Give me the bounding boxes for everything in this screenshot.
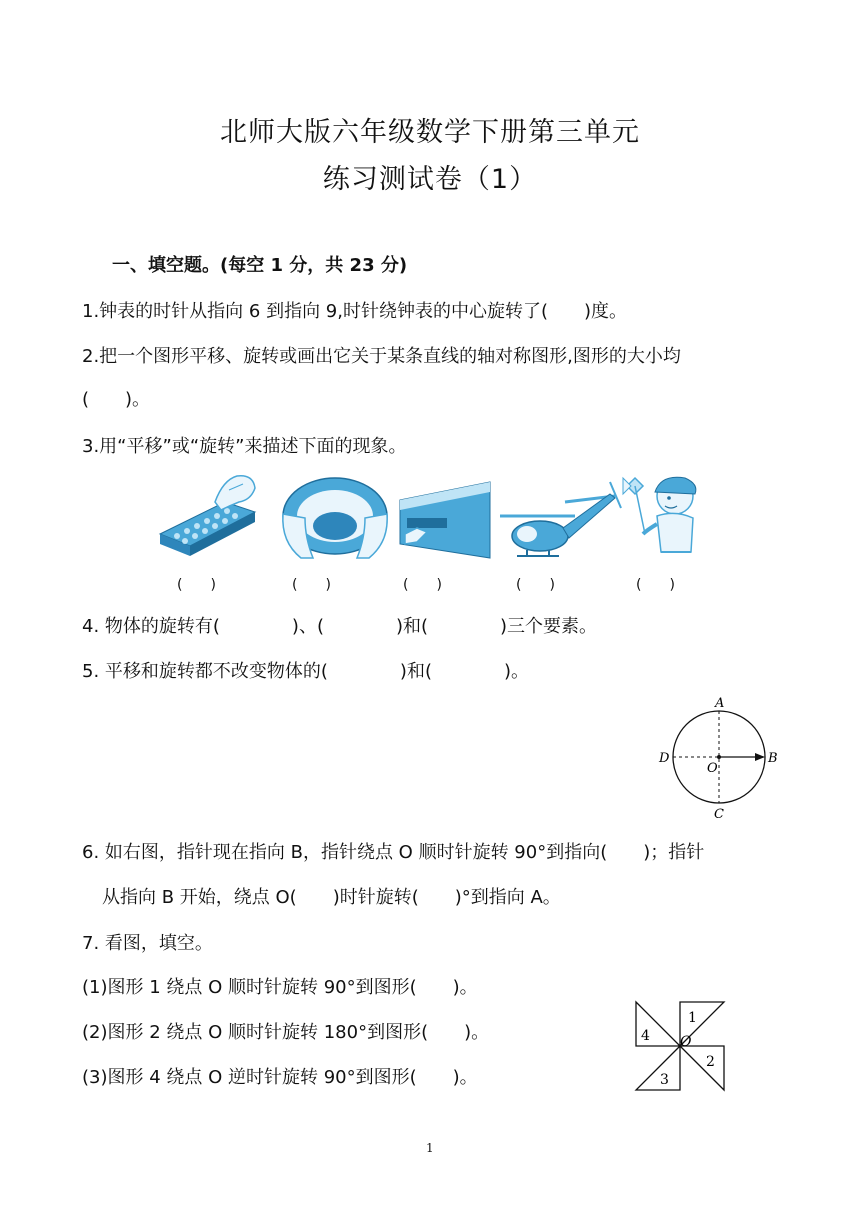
- q3-blank-drawer[interactable]: ( ): [403, 577, 442, 593]
- q3-blank-steering[interactable]: ( ): [292, 577, 331, 593]
- section-heading: 一、填空题。(每空 1 分，共 23 分): [112, 255, 408, 276]
- drawer-illustration: [400, 482, 490, 558]
- page-number: 1: [426, 1141, 434, 1155]
- helicopter-illustration: [500, 482, 621, 556]
- question-2-line1: 2.把一个图形平移、旋转或画出它关于某条直线的轴对称图形,图形的大小均: [82, 346, 681, 367]
- label-O: O: [707, 761, 718, 776]
- steering-wheel-illustration: [283, 478, 387, 558]
- label-A: A: [715, 696, 725, 711]
- question-2-line2: ( )。: [82, 389, 151, 410]
- question-3: 3.用“平移”或“旋转”来描述下面的现象。: [82, 436, 407, 457]
- pinwheel-label-3: 3: [660, 1072, 669, 1088]
- abacus-illustration: [160, 476, 255, 556]
- label-C: C: [714, 807, 724, 822]
- question-7-2: (2)图形 2 绕点 O 顺时针旋转 180°到图形( )。: [82, 1022, 490, 1043]
- q3-blank-abacus[interactable]: ( ): [177, 577, 216, 593]
- question-4: 4. 物体的旋转有( )、( )和( )三个要素。: [82, 616, 598, 637]
- pinwheel-triangles-figure: [630, 998, 730, 1098]
- q3-illustrations: [155, 472, 715, 564]
- pinwheel-label-4: 4: [641, 1028, 650, 1044]
- question-7: 7. 看图，填空。: [82, 933, 213, 954]
- label-B: B: [768, 751, 778, 766]
- pinwheel-label-1: 1: [688, 1010, 697, 1026]
- q3-blank-helicopter[interactable]: ( ): [516, 577, 555, 593]
- boy-pinwheel-illustration: [623, 477, 696, 552]
- question-6-line1: 6. 如右图，指针现在指向 B，指针绕点 O 顺时针旋转 90°到指向( )；指针: [82, 842, 705, 863]
- label-D: D: [659, 751, 670, 766]
- page-title: 北师大版六年级数学下册第三单元: [220, 117, 640, 148]
- circle-pointer-figure: [656, 694, 786, 822]
- question-5: 5. 平移和旋转都不改变物体的( )和( )。: [82, 661, 529, 682]
- q3-blank-pinwheel[interactable]: ( ): [636, 577, 675, 593]
- question-7-3: (3)图形 4 绕点 O 逆时针旋转 90°到图形( )。: [82, 1067, 478, 1088]
- question-1: 1.钟表的时针从指向 6 到指向 9,时针绕钟表的中心旋转了( )度。: [82, 301, 628, 322]
- question-7-1: (1)图形 1 绕点 O 顺时针旋转 90°到图形( )。: [82, 977, 478, 998]
- question-6-line2: 从指向 B 开始，绕点 O( )时针旋转( )°到指向 A。: [102, 887, 561, 908]
- page-subtitle: 练习测试卷（1）: [322, 164, 538, 195]
- pinwheel-label-2: 2: [706, 1054, 715, 1070]
- pinwheel-label-O: O: [680, 1034, 692, 1050]
